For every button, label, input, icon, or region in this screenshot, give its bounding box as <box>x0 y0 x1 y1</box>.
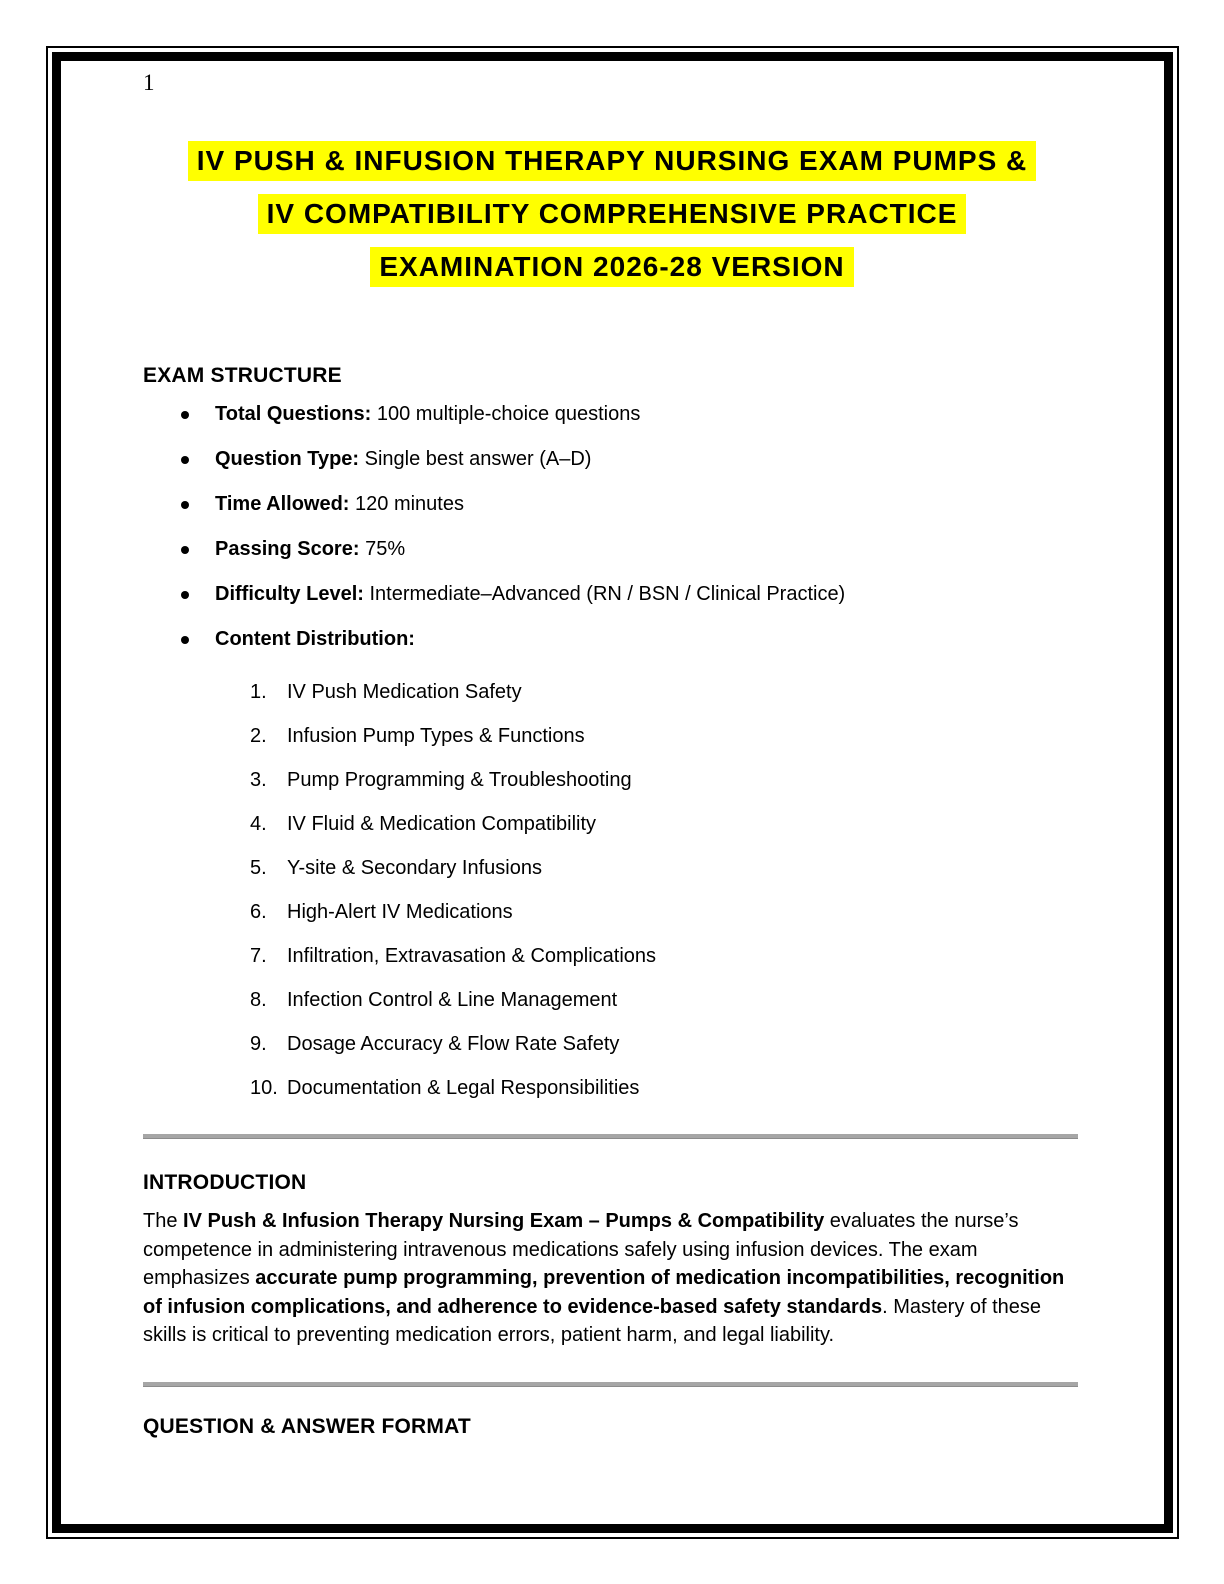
bullet-label: Difficulty Level: <box>215 583 364 605</box>
bullet-icon <box>181 546 189 554</box>
item-text: IV Push Medication Safety <box>287 681 522 703</box>
item-number: 4. <box>250 813 267 835</box>
list-item <box>180 580 1080 609</box>
bullet-value: 75% <box>359 538 406 560</box>
paragraph-segment: The <box>143 1210 184 1232</box>
list-item <box>180 490 1080 519</box>
list-item <box>250 766 1080 795</box>
list-item <box>250 810 1080 839</box>
item-text: IV Fluid & Medication Compatibility <box>287 813 597 835</box>
item-number: 1. <box>250 681 267 703</box>
item-number: 2. <box>250 725 267 747</box>
item-text: Dosage Accuracy & Flow Rate Safety <box>287 1033 620 1055</box>
bullet-icon <box>181 456 189 464</box>
item-text: Pump Programming & Troubleshooting <box>287 769 632 791</box>
list-item <box>180 445 1080 474</box>
paragraph-segment: evaluates the nurse’s competence in administering intravenous medications safely using infusion devices. The exam emphasizes <box>143 1210 1019 1289</box>
introduction-paragraph <box>143 1207 1083 1350</box>
paragraph-segment-bold: accurate pump programming, prevention of medication incompatibilities, recognition of infusion complications, and adherence to evidence-based safety standards <box>143 1267 1065 1318</box>
horizontal-rule <box>143 1134 1078 1139</box>
list-item <box>250 942 1080 971</box>
bullet-label: Passing Score: <box>215 538 360 560</box>
item-number: 9. <box>250 1033 267 1055</box>
list-item <box>250 986 1080 1015</box>
exam-structure-heading: EXAM STRUCTURE <box>143 364 342 387</box>
list-item <box>180 625 1080 654</box>
item-number: 5. <box>250 857 267 879</box>
title-line-1: IV PUSH & INFUSION THERAPY NURSING EXAM PUMPS & <box>188 141 1037 181</box>
title-line-3: EXAMINATION 2026-28 VERSION <box>370 247 853 287</box>
list-item <box>250 898 1080 927</box>
list-item <box>180 535 1080 564</box>
bullet-value: 120 minutes <box>349 493 464 515</box>
item-number: 3. <box>250 769 267 791</box>
document-title <box>143 141 1081 300</box>
page-number: 1 <box>143 70 155 95</box>
content-distribution-list <box>250 678 1080 1118</box>
item-text: Infection Control & Line Management <box>287 989 618 1011</box>
item-text: High-Alert IV Medications <box>287 901 513 923</box>
bullet-value: 100 multiple-choice questions <box>371 403 641 425</box>
bullet-value: Intermediate–Advanced (RN / BSN / Clinical Practice) <box>363 583 846 605</box>
bullet-label: Total Questions: <box>215 403 372 425</box>
horizontal-rule <box>143 1382 1078 1387</box>
list-item <box>250 678 1080 707</box>
item-number: 6. <box>250 901 267 923</box>
exam-structure-bullet-list <box>180 400 1080 670</box>
bullet-icon <box>181 636 189 644</box>
qa-format-heading: QUESTION & ANSWER FORMAT <box>143 1415 471 1438</box>
bullet-label: Time Allowed: <box>215 493 350 515</box>
bullet-icon <box>181 411 189 419</box>
bullet-icon <box>181 591 189 599</box>
item-number: 10. <box>250 1077 278 1099</box>
bullet-icon <box>181 501 189 509</box>
bullet-label: Question Type: <box>215 448 360 470</box>
introduction-heading: INTRODUCTION <box>143 1171 307 1194</box>
list-item <box>250 854 1080 883</box>
list-item <box>250 1074 1080 1103</box>
paragraph-segment: . Mastery of these skills is critical to preventing medication errors, patient harm, and legal liability. <box>143 1295 1042 1346</box>
list-item <box>250 722 1080 751</box>
item-text: Infusion Pump Types & Functions <box>287 725 585 747</box>
item-text: Y-site & Secondary Infusions <box>287 857 542 879</box>
item-number: 7. <box>250 945 267 967</box>
paragraph-segment-bold: IV Push & Infusion Therapy Nursing Exam – Pumps & Compatibility <box>183 1210 825 1232</box>
list-item <box>180 400 1080 429</box>
bullet-label: Content Distribution: <box>215 628 415 650</box>
list-item <box>250 1030 1080 1059</box>
item-text: Documentation & Legal Responsibilities <box>287 1077 640 1099</box>
item-number: 8. <box>250 989 267 1011</box>
title-line-2: IV COMPATIBILITY COMPREHENSIVE PRACTICE <box>258 194 967 234</box>
bullet-value: Single best answer (A–D) <box>359 448 592 470</box>
item-text: Infiltration, Extravasation & Complications <box>287 945 657 967</box>
